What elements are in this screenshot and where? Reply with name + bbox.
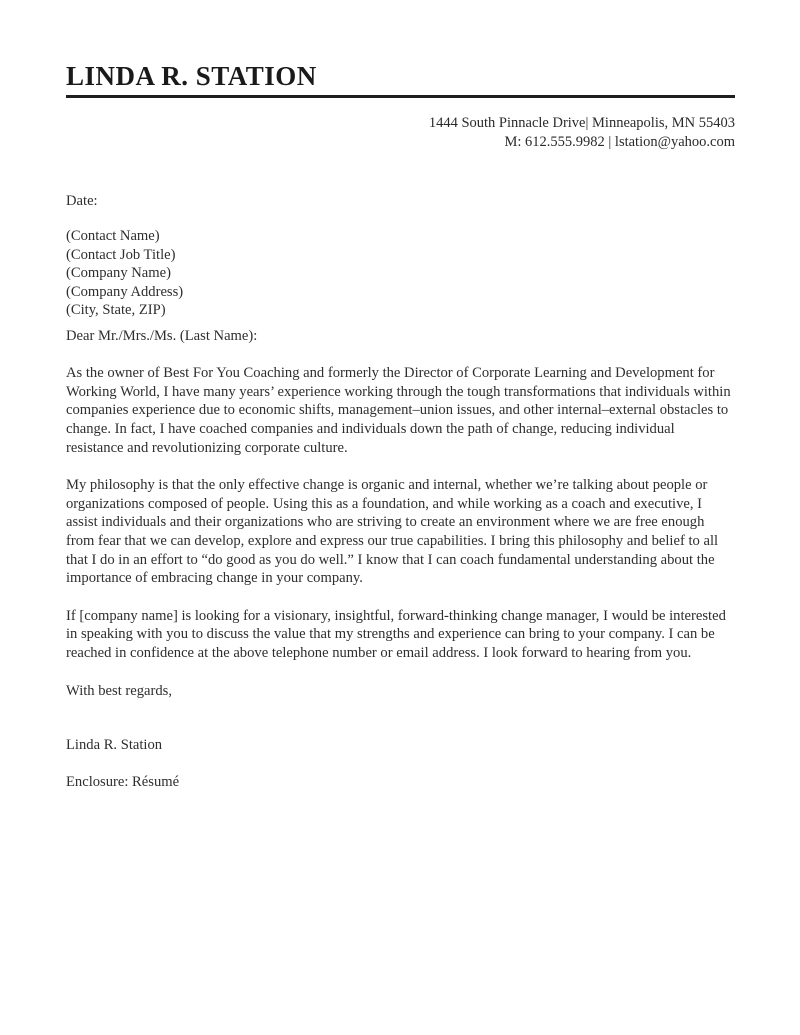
letterhead-rule — [66, 95, 735, 98]
letterhead-name: LINDA R. STATION — [66, 61, 317, 91]
letterhead-phone-email: M: 612.555.9982 | lstation@yahoo.com — [504, 133, 735, 150]
letterhead-street-city: 1444 South Pinnacle Drive| Minneapolis, MN 55403 — [428, 114, 735, 131]
closing-line: With best regards, — [66, 682, 172, 699]
letter-body — [66, 192, 735, 791]
recipient-company-address: (Company Address) — [66, 283, 184, 300]
date-line: Date: — [66, 192, 98, 209]
signature-name: Linda R. Station — [66, 737, 163, 753]
recipient-company-name: (Company Name) — [66, 265, 171, 282]
recipient-city-state-zip: (City, State, ZIP) — [66, 302, 166, 319]
body-paragraph-1: As the owner of Best For You Coaching and formerly the Director of Corporate Learning and Development for Working World, I have many years’ experience working through the tough transformations that individuals within companies experience due to economic shifts, management–union issues, and other internal–external obstacles to change. In fact, I have coached companies and individuals down the path of change, reducing individual resistance and revolutionizing corporate culture. — [66, 365, 731, 456]
recipient-contact-job-title: (Contact Job Title) — [66, 246, 176, 263]
salutation: Dear Mr./Mrs./Ms. (Last Name): — [66, 327, 258, 344]
enclosure-line: Enclosure: Résumé — [66, 773, 180, 790]
letterhead-address-block — [66, 114, 735, 152]
recipient-block — [66, 227, 735, 320]
body-paragraph-3: If [company name] is looking for a visionary, insightful, forward-thinking change manager, I would be interested in speaking with you to discuss the value that my strengths and experience can bring to your company. I can be reached in confidence at the above telephone number or email address. I look forward to hearing from you. — [66, 607, 726, 661]
body-paragraph-2: My philosophy is that the only effective change is organic and internal, whether we’re talking about people or organizations composed of people. Using this as a foundation, and while working as a coach and executive, I assist individuals and their organizations who are striving to create an environment where we are free enough from fear that we can develop, explore and express our true capabilities. I bring this philosophy and belief to all that I do in an effort to “do good as you do well.” I know that I can coach fundamental understanding about the importance of embracing change in your company. — [66, 477, 719, 587]
recipient-contact-name: (Contact Name) — [66, 228, 160, 245]
letterhead — [66, 62, 735, 152]
